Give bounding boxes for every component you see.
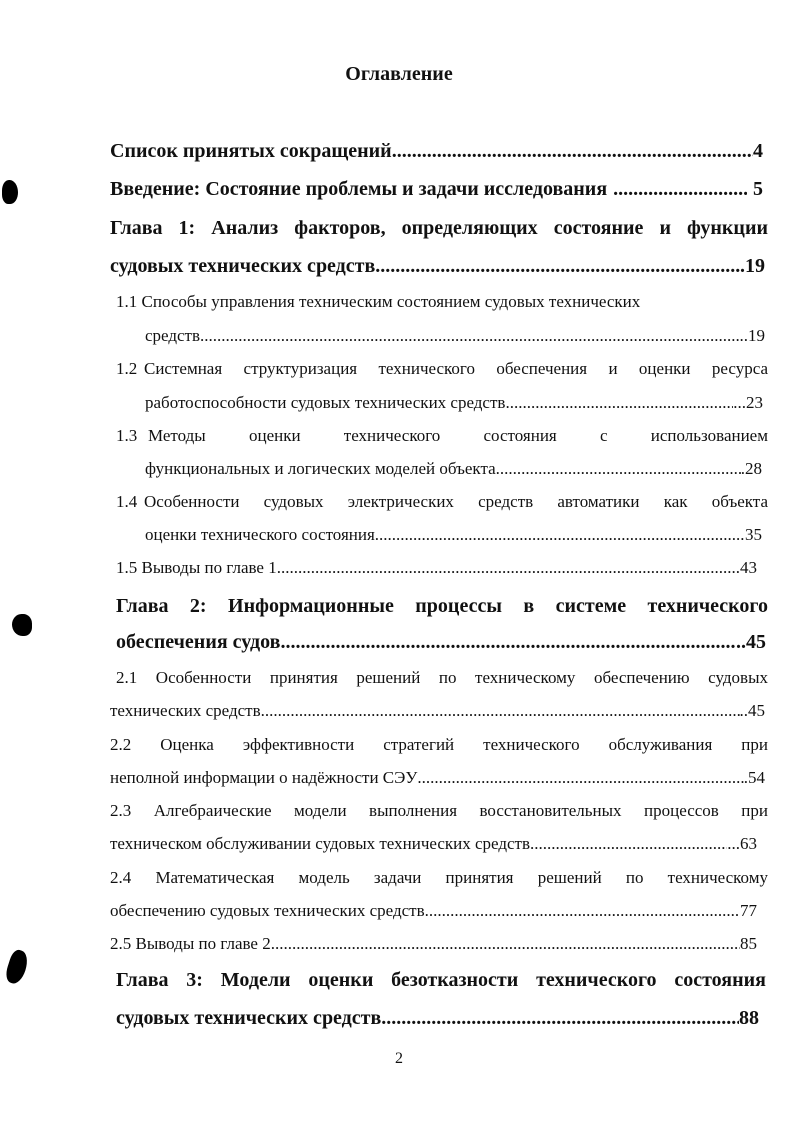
toc-entry-text: судовых технических средств	[110, 255, 376, 277]
toc-entry-text: оценки технического состояния	[145, 525, 375, 544]
toc-page-number: ..45	[739, 701, 765, 720]
toc-entry-text: Введение: Состояние проблемы и задачи исследования	[110, 178, 608, 200]
toc-section-text: Системная структуризация технического обеспечения и оценки ресурса	[144, 359, 768, 378]
toc-page-number: ...63	[727, 834, 757, 853]
leader-dots	[530, 833, 727, 855]
leader-dots	[392, 139, 753, 163]
leader-dots	[261, 700, 740, 722]
toc-entry-section-2-1[interactable]	[110, 700, 765, 722]
toc-page-number: 35	[745, 525, 762, 544]
toc-page-number: ...23	[733, 393, 763, 412]
leader-dots	[375, 254, 740, 278]
leader-dots	[271, 933, 740, 955]
toc-entry-text: обеспечению судовых технических средств	[110, 901, 425, 920]
toc-entry-section-2-2[interactable]	[110, 767, 765, 789]
leader-dots	[200, 325, 739, 347]
leader-dots	[277, 557, 732, 579]
toc-entry-abbreviations[interactable]	[110, 139, 763, 163]
toc-entry-text: работоспособности судовых технических средств	[145, 393, 506, 412]
toc-entry-section-1-5[interactable]	[116, 557, 757, 579]
toc-entry-section-1-3[interactable]	[145, 458, 762, 480]
leader-dots	[425, 900, 740, 922]
toc-page-number: ..43	[731, 558, 757, 577]
page-number: 2	[395, 1050, 403, 1067]
toc-section-1-1-line1[interactable]	[116, 291, 640, 313]
toc-section-text: Методы оценки технического состояния с использованием	[148, 426, 768, 445]
toc-section-2-3-line1[interactable]: 2.3 Алгебраические модели выполнения восстановительных процессов при	[110, 801, 768, 820]
toc-entry-section-2-4[interactable]	[110, 900, 757, 922]
toc-entry-text: судовых технических средств	[116, 1007, 382, 1029]
toc-page-number: .54	[743, 768, 765, 787]
toc-title: Оглавление	[345, 63, 453, 85]
toc-page-number: .19	[740, 255, 765, 277]
toc-entry-introduction[interactable]	[110, 177, 763, 201]
toc-section-number: 1.4	[116, 492, 138, 511]
leader-dots	[280, 630, 736, 654]
toc-entry-text: 1.5 Выводы по главе 1	[116, 558, 277, 577]
hole-punch-mark	[3, 948, 31, 986]
leader-dots	[417, 767, 743, 789]
toc-entry-text: Список принятых сокращений	[110, 140, 392, 162]
toc-entry-text: средств	[145, 326, 201, 345]
toc-page-number: 5	[753, 178, 763, 200]
toc-section-number: 1.2	[116, 359, 138, 378]
toc-section-number: 1.3	[116, 426, 138, 445]
toc-entry-text: обеспечения судов	[116, 631, 281, 653]
toc-entry-chapter-3[interactable]	[116, 1006, 759, 1030]
toc-page-number: 4	[753, 140, 763, 162]
toc-entry-text: техническом обслуживании судовых технических средств	[110, 834, 531, 853]
toc-page-number: ..19	[739, 326, 765, 345]
toc-entry-section-1-4[interactable]	[145, 524, 762, 546]
leader-dots	[381, 1006, 739, 1030]
toc-entry-text: функциональных и логических моделей объекта	[145, 459, 496, 478]
toc-entry-text: неполной информации о надёжности СЭУ	[110, 768, 418, 787]
toc-entry-chapter-2[interactable]	[116, 630, 766, 654]
toc-page-number: .28	[740, 459, 762, 478]
leader-dots	[613, 177, 747, 201]
toc-entry-text: технических средств	[110, 701, 261, 720]
leader-dots	[505, 392, 733, 414]
toc-entry-chapter-1[interactable]	[110, 254, 765, 278]
toc-chapter-3-line1[interactable]: Глава 3: Модели оценки безотказности технического состояния	[116, 969, 766, 991]
toc-entry-section-2-3[interactable]	[110, 833, 757, 855]
toc-page-number: ..45	[736, 631, 766, 653]
toc-chapter-1-line1[interactable]: Глава 1: Анализ факторов, определяющих состояние и функции	[110, 217, 768, 239]
toc-section-text: Особенности судовых электрических средств автоматики как объекта	[144, 492, 768, 511]
toc-section-2-2-line1[interactable]: 2.2 Оценка эффективности стратегий технического обслуживания при	[110, 735, 768, 754]
toc-page-number: 85	[740, 934, 757, 953]
leader-dots	[375, 524, 745, 546]
toc-entry-text: 2.5 Выводы по главе 2	[110, 934, 271, 953]
toc-page-number: 88	[739, 1007, 759, 1029]
toc-section-2-4-line1[interactable]: 2.4 Математическая модель задачи принятия решений по техническому	[110, 868, 768, 887]
toc-page-number: 77	[740, 901, 757, 920]
toc-section-2-1-line1[interactable]: 2.1 Особенности принятия решений по техническому обеспечению судовых	[116, 668, 768, 687]
toc-entry-section-1-2[interactable]	[145, 392, 763, 414]
toc-chapter-2-line1[interactable]: Глава 2: Информационные процессы в системе технического	[116, 595, 768, 617]
toc-entry-section-1-1[interactable]	[145, 325, 765, 347]
toc-entry-section-2-5[interactable]	[110, 933, 757, 955]
toc-section-text: Способы управления техническим состоянием судовых технических	[141, 292, 641, 311]
toc-section-number: 1.1	[116, 292, 138, 311]
leader-dots	[496, 458, 741, 480]
hole-punch-mark	[12, 614, 32, 636]
hole-punch-mark	[2, 180, 18, 204]
